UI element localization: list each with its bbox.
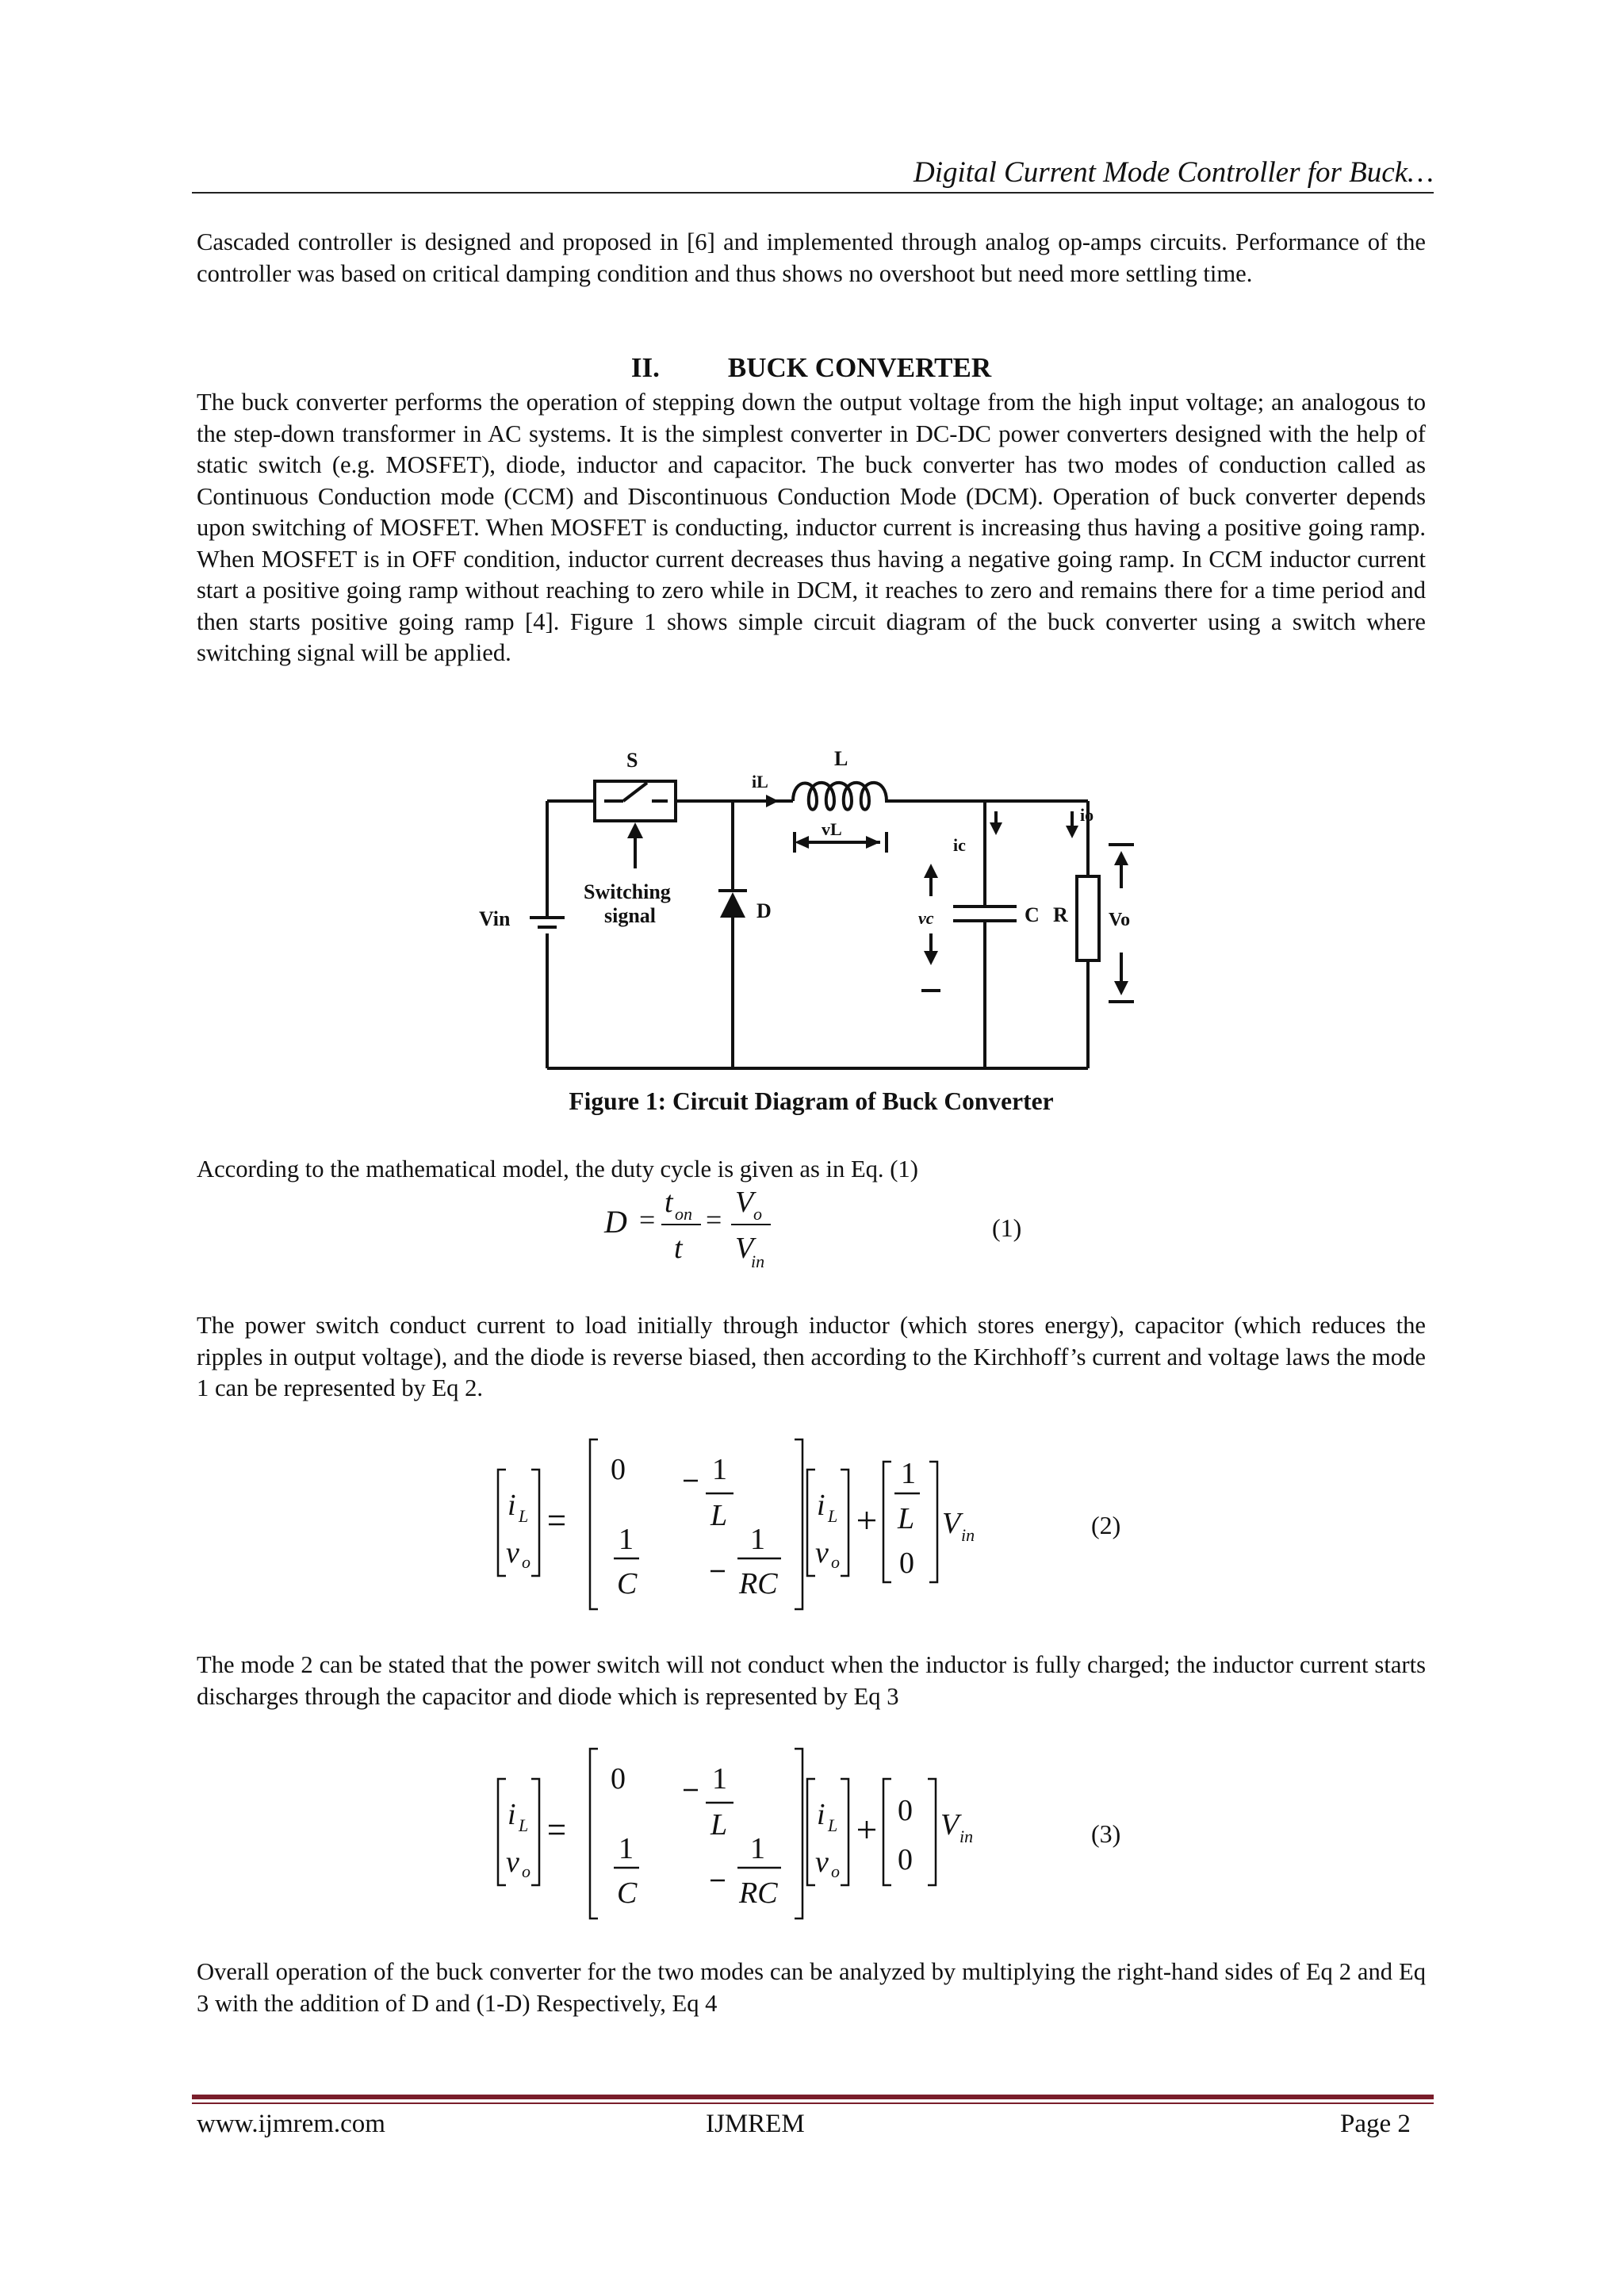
eq1-lhs: D <box>604 1204 627 1240</box>
eq1-vin: V <box>735 1232 754 1265</box>
svg-text:in: in <box>959 1826 974 1846</box>
svg-text:L: L <box>828 1815 838 1835</box>
svg-text:L: L <box>519 1506 529 1526</box>
capacitor-label: C <box>1025 903 1040 926</box>
eq1-vin-sub: in <box>751 1251 765 1271</box>
section-title: BUCK CONVERTER <box>727 352 992 383</box>
section-heading <box>197 352 1426 384</box>
intro-paragraph: Cascaded controller is designed and proposed in [6] and implemented through analog op-amps circuits. Performance of the controller was based on critical damping condition and thus shows no overshoot but need more settling time. <box>197 228 1426 287</box>
svg-text:i: i <box>817 1489 825 1522</box>
svg-text:1: 1 <box>901 1457 916 1490</box>
svg-text:L: L <box>710 1808 728 1842</box>
eq1-fraction-bar-2 <box>731 1224 771 1225</box>
header-rule <box>192 192 1434 194</box>
circuit-svg <box>468 734 1150 1075</box>
svg-text:1: 1 <box>619 1523 634 1556</box>
svg-text:L: L <box>828 1506 838 1526</box>
footer-page-number: Page 2 <box>1340 2110 1411 2138</box>
capacitor-current-label: ic <box>953 835 966 855</box>
section-paragraph: The buck converter performs the operation of stepping down the output voltage from the high input voltage; an analogous to the step-down transformer in AC systems. It is the simplest converter in DC-DC power converters designed with the help of static switch (e.g. MOSFET), diode, inductor and capacitor. The buck converter has two modes of conduction called as Continuous Conduction mode (CCM) and Discontinuous Conduction Mode (DCM). Operation of buck converter depends upon switching of MOSFET. When MOSFET is conducting, inductor current is increasing thus having a positive going ramp. When MOSFET is in OFF condition, inductor current decreases thus having a negative going ramp. In CCM inductor current start a positive going ramp without reaching to zero while in DCM, it reaches to zero and remains there for a time period and then starts positive going ramp [4]. Figure 1 shows simple circuit diagram of the buck converter using a switch where switching signal will be applied. <box>197 389 1426 666</box>
svg-text:in: in <box>961 1525 975 1545</box>
svg-text:i: i <box>817 1798 825 1831</box>
output-voltage-label: Vo <box>1109 910 1131 930</box>
svg-text:0: 0 <box>898 1843 913 1876</box>
figure-caption: Figure 1: Circuit Diagram of Buck Converter <box>569 1087 1054 1115</box>
inductor-current-label: iL <box>752 772 768 792</box>
footer-journal: IJMREM <box>706 2110 805 2138</box>
svg-text:0: 0 <box>898 1794 913 1827</box>
svg-text:o: o <box>831 1861 840 1881</box>
inductor-coil <box>793 783 912 810</box>
svg-text:C: C <box>617 1567 638 1600</box>
svg-text:o: o <box>522 1552 530 1572</box>
svg-text:L: L <box>519 1815 529 1835</box>
diode-symbol <box>720 892 745 918</box>
equation-3 <box>492 1741 999 1927</box>
svg-text:o: o <box>522 1861 530 1881</box>
svg-text:i: i <box>508 1489 516 1522</box>
eq1-equals-2: = <box>706 1204 722 1236</box>
circuit-diagram <box>468 734 1150 1075</box>
svg-text:v: v <box>506 1536 519 1570</box>
overall-paragraph: Overall operation of the buck converter for the two modes can be analyzed by multiplying the right-hand sides of Eq 2 and Eq 3 with the addition of D and (1-D) Respectively, Eq 4 <box>197 1958 1426 2017</box>
inductor-voltage-label: vL <box>822 819 842 839</box>
svg-text:1: 1 <box>712 1762 727 1796</box>
svg-text:1: 1 <box>619 1832 634 1865</box>
vin-label: Vin <box>479 907 511 930</box>
eq1-fraction-bar-1 <box>661 1224 701 1225</box>
switching-signal-label-1: Switching <box>584 880 671 903</box>
switch-label: S <box>626 749 638 772</box>
resistor-label: R <box>1053 903 1068 926</box>
svg-text:L: L <box>710 1499 728 1532</box>
svg-text:L: L <box>898 1502 915 1535</box>
eq1-number: (1) <box>992 1213 1022 1242</box>
eq3-number: (3) <box>1091 1819 1121 1848</box>
eq1-t: t <box>674 1232 683 1265</box>
footer-rule-thin <box>192 2102 1434 2104</box>
running-header: Digital Current Mode Controller for Buck… <box>913 156 1434 189</box>
svg-text:v: v <box>506 1846 519 1879</box>
section-number: II. <box>630 352 660 383</box>
eq1-t-on: t <box>665 1186 673 1219</box>
duty-cycle-intro: According to the mathematical model, the duty cycle is given as in Eq. (1) <box>197 1156 918 1182</box>
switching-signal-label-2: signal <box>604 904 657 927</box>
eq1-t-on-sub: on <box>675 1204 692 1224</box>
svg-text:1: 1 <box>750 1523 765 1556</box>
svg-text:C: C <box>617 1876 638 1910</box>
inductor-label: L <box>834 747 848 770</box>
svg-text:i: i <box>508 1798 516 1831</box>
svg-text:V: V <box>940 1808 959 1842</box>
output-current-label: io <box>1080 805 1094 825</box>
equation-2 <box>492 1432 999 1618</box>
svg-text:v: v <box>815 1536 829 1570</box>
svg-text:0: 0 <box>899 1547 914 1580</box>
footer-website: www.ijmrem.com <box>197 2110 385 2138</box>
svg-text:o: o <box>831 1552 840 1572</box>
eq2-number: (2) <box>1091 1511 1121 1539</box>
capacitor-voltage-label: vc <box>918 908 934 928</box>
eq1-vo: V <box>735 1186 754 1219</box>
eq1-vo-sub: o <box>753 1204 762 1224</box>
svg-text:1: 1 <box>750 1832 765 1865</box>
svg-text:0: 0 <box>611 1453 626 1486</box>
svg-text:1: 1 <box>712 1453 727 1486</box>
eq1-equals-1: = <box>639 1204 656 1236</box>
footer-rule-thick <box>192 2095 1434 2099</box>
mode2-paragraph: The mode 2 can be stated that the power switch will not conduct when the inductor is fully charged; the inductor current starts discharges through the capacitor and diode which is represented by Eq 3 <box>197 1651 1426 1710</box>
resistor-body <box>1077 876 1099 960</box>
svg-text:V: V <box>942 1507 961 1540</box>
mode1-paragraph: The power switch conduct current to load initially through inductor (which stores energy), capacitor (which reduces the ripples in output voltage), and the diode is reverse biased, then according to the Kirchhoff’s current and voltage laws the mode 1 can be represented by Eq 2. <box>197 1312 1426 1401</box>
svg-text:RC: RC <box>739 1876 778 1910</box>
diode-label: D <box>756 899 772 922</box>
svg-text:RC: RC <box>739 1567 778 1600</box>
svg-text:v: v <box>815 1846 829 1879</box>
svg-text:0: 0 <box>611 1762 626 1796</box>
